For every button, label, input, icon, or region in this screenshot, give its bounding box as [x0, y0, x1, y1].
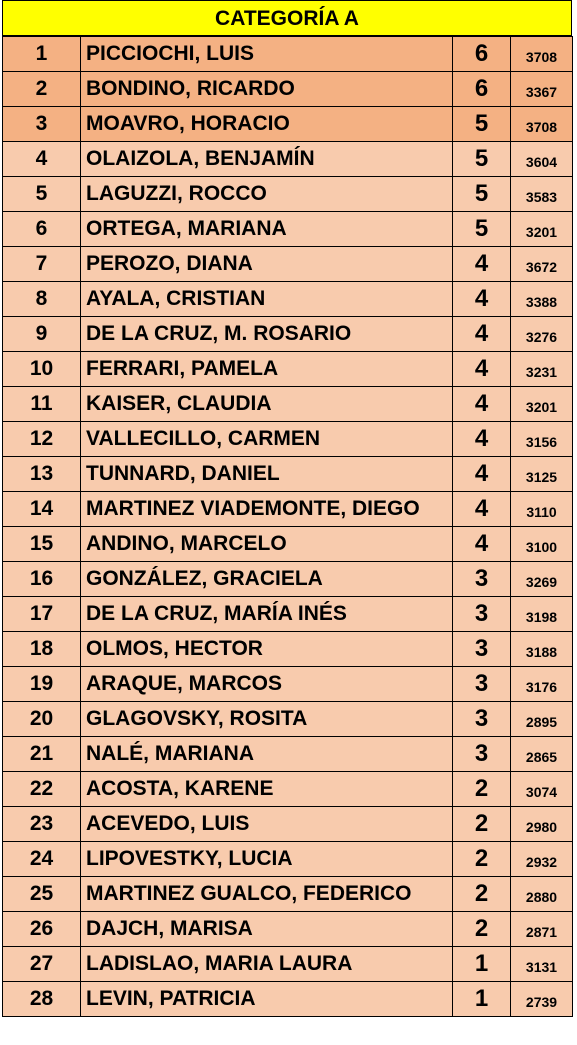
points-cell: 4	[453, 492, 511, 527]
rating-cell: 3176	[511, 667, 573, 702]
position-cell: 16	[3, 562, 81, 597]
table-row	[3, 282, 573, 317]
table-row	[3, 492, 573, 527]
points-cell: 4	[453, 422, 511, 457]
points-cell: 1	[453, 982, 511, 1017]
player-name-cell: LEVIN, PATRICIA	[81, 982, 453, 1017]
points-cell: 4	[453, 352, 511, 387]
category-title: CATEGORÍA A	[2, 0, 572, 36]
rating-cell: 3583	[511, 177, 573, 212]
player-name-cell: BONDINO, RICARDO	[81, 72, 453, 107]
player-name-cell: MARTINEZ VIADEMONTE, DIEGO	[81, 492, 453, 527]
position-cell: 21	[3, 737, 81, 772]
table-row	[3, 737, 573, 772]
rating-cell: 2980	[511, 807, 573, 842]
points-cell: 4	[453, 282, 511, 317]
position-cell: 7	[3, 247, 81, 282]
player-name-cell: KAISER, CLAUDIA	[81, 387, 453, 422]
rating-cell: 3201	[511, 212, 573, 247]
points-cell: 4	[453, 247, 511, 282]
position-cell: 6	[3, 212, 81, 247]
position-cell: 1	[3, 37, 81, 72]
rating-cell: 3198	[511, 597, 573, 632]
rating-cell: 3110	[511, 492, 573, 527]
table-row	[3, 702, 573, 737]
position-cell: 10	[3, 352, 81, 387]
table-row	[3, 597, 573, 632]
position-cell: 22	[3, 772, 81, 807]
player-name-cell: TUNNARD, DANIEL	[81, 457, 453, 492]
position-cell: 9	[3, 317, 81, 352]
table-row	[3, 877, 573, 912]
points-cell: 4	[453, 387, 511, 422]
table-row	[3, 247, 573, 282]
position-cell: 13	[3, 457, 81, 492]
position-cell: 20	[3, 702, 81, 737]
points-cell: 4	[453, 317, 511, 352]
table-row	[3, 142, 573, 177]
rating-cell: 2932	[511, 842, 573, 877]
rating-cell: 3100	[511, 527, 573, 562]
player-name-cell: FERRARI, PAMELA	[81, 352, 453, 387]
points-cell: 1	[453, 947, 511, 982]
player-name-cell: VALLECILLO, CARMEN	[81, 422, 453, 457]
rating-cell: 3367	[511, 72, 573, 107]
rating-cell: 3201	[511, 387, 573, 422]
player-name-cell: PICCIOCHI, LUIS	[81, 37, 453, 72]
points-cell: 3	[453, 597, 511, 632]
rating-cell: 3269	[511, 562, 573, 597]
table-row	[3, 912, 573, 947]
position-cell: 25	[3, 877, 81, 912]
points-cell: 6	[453, 72, 511, 107]
rating-cell: 3125	[511, 457, 573, 492]
points-cell: 5	[453, 177, 511, 212]
standings-table	[2, 36, 573, 1017]
table-row	[3, 947, 573, 982]
points-cell: 2	[453, 807, 511, 842]
rating-cell: 2880	[511, 877, 573, 912]
player-name-cell: ARAQUE, MARCOS	[81, 667, 453, 702]
position-cell: 3	[3, 107, 81, 142]
table-row	[3, 632, 573, 667]
points-cell: 3	[453, 667, 511, 702]
position-cell: 18	[3, 632, 81, 667]
player-name-cell: ACEVEDO, LUIS	[81, 807, 453, 842]
points-cell: 5	[453, 212, 511, 247]
player-name-cell: DE LA CRUZ, MARÍA INÉS	[81, 597, 453, 632]
table-row	[3, 842, 573, 877]
position-cell: 8	[3, 282, 81, 317]
rating-cell: 3672	[511, 247, 573, 282]
table-row	[3, 562, 573, 597]
table-row	[3, 317, 573, 352]
player-name-cell: OLAIZOLA, BENJAMÍN	[81, 142, 453, 177]
player-name-cell: LADISLAO, MARIA LAURA	[81, 947, 453, 982]
player-name-cell: NALÉ, MARIANA	[81, 737, 453, 772]
player-name-cell: MOAVRO, HORACIO	[81, 107, 453, 142]
player-name-cell: AYALA, CRISTIAN	[81, 282, 453, 317]
rating-cell: 3604	[511, 142, 573, 177]
points-cell: 2	[453, 877, 511, 912]
rating-cell: 3231	[511, 352, 573, 387]
rating-cell: 3156	[511, 422, 573, 457]
standings-sheet	[2, 0, 572, 1017]
position-cell: 24	[3, 842, 81, 877]
points-cell: 4	[453, 457, 511, 492]
position-cell: 27	[3, 947, 81, 982]
table-row	[3, 807, 573, 842]
points-cell: 6	[453, 37, 511, 72]
rating-cell: 2895	[511, 702, 573, 737]
position-cell: 19	[3, 667, 81, 702]
position-cell: 2	[3, 72, 81, 107]
player-name-cell: ACOSTA, KARENE	[81, 772, 453, 807]
table-row	[3, 177, 573, 212]
rating-cell: 3074	[511, 772, 573, 807]
table-row	[3, 667, 573, 702]
player-name-cell: ANDINO, MARCELO	[81, 527, 453, 562]
position-cell: 28	[3, 982, 81, 1017]
table-row	[3, 527, 573, 562]
table-row	[3, 772, 573, 807]
position-cell: 11	[3, 387, 81, 422]
position-cell: 14	[3, 492, 81, 527]
rating-cell: 3388	[511, 282, 573, 317]
player-name-cell: PEROZO, DIANA	[81, 247, 453, 282]
table-row	[3, 457, 573, 492]
rating-cell: 2871	[511, 912, 573, 947]
standings-body	[3, 37, 573, 1017]
table-row	[3, 37, 573, 72]
table-row	[3, 212, 573, 247]
table-row	[3, 107, 573, 142]
rating-cell: 3276	[511, 317, 573, 352]
table-row	[3, 422, 573, 457]
player-name-cell: GLAGOVSKY, ROSITA	[81, 702, 453, 737]
points-cell: 3	[453, 702, 511, 737]
player-name-cell: LAGUZZI, ROCCO	[81, 177, 453, 212]
position-cell: 15	[3, 527, 81, 562]
player-name-cell: ORTEGA, MARIANA	[81, 212, 453, 247]
player-name-cell: DE LA CRUZ, M. ROSARIO	[81, 317, 453, 352]
position-cell: 17	[3, 597, 81, 632]
table-row	[3, 352, 573, 387]
points-cell: 5	[453, 107, 511, 142]
position-cell: 26	[3, 912, 81, 947]
rating-cell: 2865	[511, 737, 573, 772]
rating-cell: 3708	[511, 107, 573, 142]
table-row	[3, 982, 573, 1017]
points-cell: 2	[453, 842, 511, 877]
points-cell: 3	[453, 632, 511, 667]
player-name-cell: LIPOVESTKY, LUCIA	[81, 842, 453, 877]
rating-cell: 3131	[511, 947, 573, 982]
points-cell: 2	[453, 772, 511, 807]
table-row	[3, 387, 573, 422]
rating-cell: 3708	[511, 37, 573, 72]
points-cell: 5	[453, 142, 511, 177]
position-cell: 12	[3, 422, 81, 457]
points-cell: 2	[453, 912, 511, 947]
table-row	[3, 72, 573, 107]
player-name-cell: GONZÁLEZ, GRACIELA	[81, 562, 453, 597]
player-name-cell: DAJCH, MARISA	[81, 912, 453, 947]
rating-cell: 2739	[511, 982, 573, 1017]
player-name-cell: MARTINEZ GUALCO, FEDERICO	[81, 877, 453, 912]
points-cell: 3	[453, 737, 511, 772]
rating-cell: 3188	[511, 632, 573, 667]
points-cell: 4	[453, 527, 511, 562]
points-cell: 3	[453, 562, 511, 597]
position-cell: 5	[3, 177, 81, 212]
player-name-cell: OLMOS, HECTOR	[81, 632, 453, 667]
position-cell: 4	[3, 142, 81, 177]
position-cell: 23	[3, 807, 81, 842]
